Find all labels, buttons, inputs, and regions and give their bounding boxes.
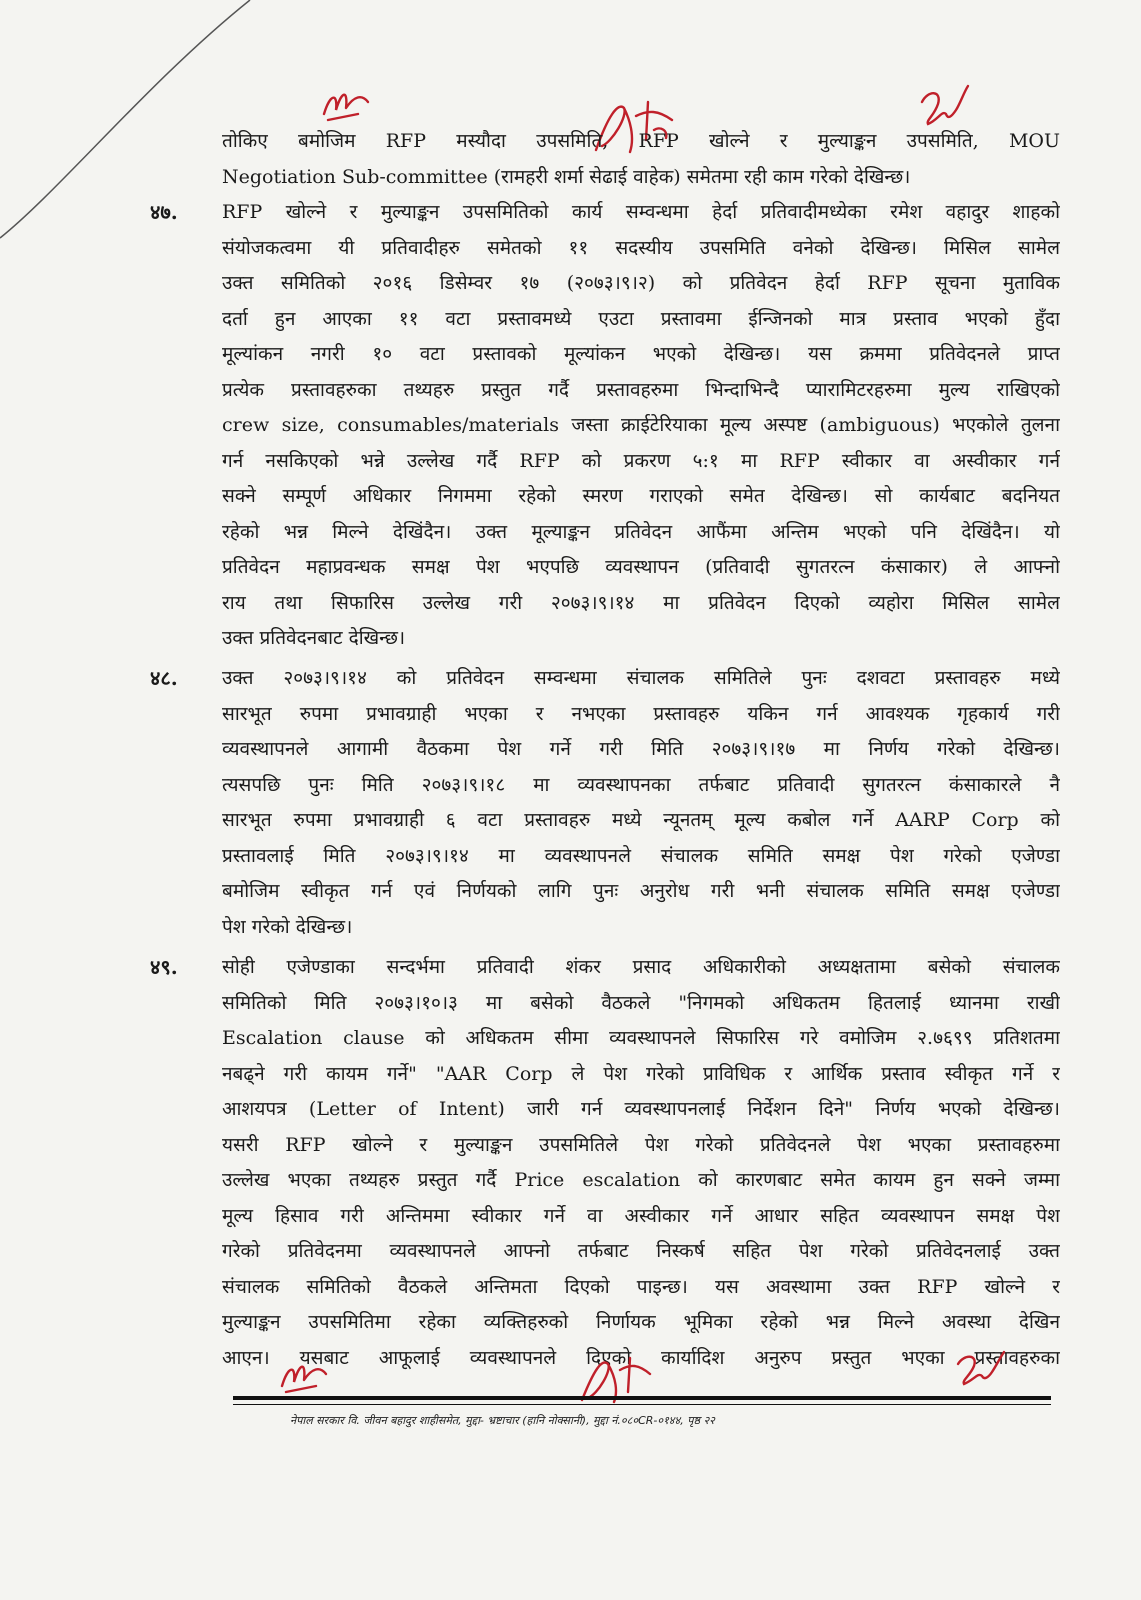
paragraph-line: संयोजकत्वमा यी प्रतिवादीहरु समेतको ११ सदस्यीय उपसमिति वनेको देखिन्छ। मिसिल सामेल (222, 236, 1060, 259)
paragraph-line: सोही एजेण्डाका सन्दर्भमा प्रतिवादी शंकर प्रसाद अधिकारीको अध्यक्षतामा बसेको संचालक (222, 956, 1060, 978)
paragraph-line: मूल्य हिसाव गरी अन्तिममा स्वीकार गर्ने वा अस्वीकार गर्ने आधार सहित व्यवस्थापन समक्ष पेश (222, 1204, 1060, 1227)
paragraph-line: उक्त प्रतिवेदनबाट देखिन्छ। (222, 627, 406, 649)
paragraph-line: प्रतिवेदन महाप्रवन्धक समक्ष पेश भएपछि व्यवस्थापन (प्रतिवादी सुगतरत्न कंसाकार) ले आफ्नो (222, 556, 1060, 578)
paragraph-line: आशयपत्र (Letter of Intent) जारी गर्न व्यवस्थापनलाई निर्देशन दिने" निर्णय भएको देखिन्छ। (222, 1098, 1060, 1120)
paragraph-line: पेश गरेको देखिन्छ। (222, 915, 353, 938)
paragraph-line: उक्त २०७३।९।१४ को प्रतिवेदन सम्वन्धमा संचालक समितिले पुनः दशवटा प्रस्तावहरु मध्ये (222, 667, 1060, 689)
paragraph-line: सारभूत रुपमा प्रभावग्राही भएका र नभएका प्रस्तावहरु यकिन गर्न आवश्यक गृहकार्य गरी (222, 702, 1060, 725)
paragraph-line: नबढ्ने गरी कायम गर्ने" "AAR Corp ले पेश गरेको प्राविधिक र आर्थिक प्रस्ताव स्वीकृत गर्ने र (222, 1062, 1060, 1085)
paragraph-line: crew size, consumables/materials जस्ता क्राईटेरियाका मूल्य अस्पष्ट (ambiguous) भएकोले तुलना (222, 414, 1060, 436)
paragraph-line: गरेको प्रतिवेदनमा व्यवस्थापनले आफ्नो तर्फबाट निस्कर्ष सहित पेश गरेको प्रतिवेदनलाई उक्त (222, 1240, 1060, 1262)
intro-paragraph (222, 124, 1060, 195)
paragraph-line: गर्न नसकिएको भन्ने उल्लेख गर्दै RFP को प्रकरण ५:१ मा RFP स्वीकार वा अस्वीकार गर्न (222, 449, 1060, 472)
paragraph-line: दर्ता हुन आएका ११ वटा प्रस्तावमध्ये एउटा प्रस्तावमा ईन्जिनको मात्र प्रस्ताव भएको हुँदा (222, 307, 1060, 330)
paragraph-48 (222, 661, 1060, 945)
paragraph-line: प्रत्येक प्रस्तावहरुका तथ्यहरु प्रस्तुत गर्दै प्रस्तावहरुमा भिन्दाभिन्दै प्यारामिटरहरुमा मुल्य राखिएको (222, 378, 1060, 401)
paragraph-line: मूल्यांकन नगरी १० वटा प्रस्तावको मूल्यांकन भएको देखिन्छ। यस क्रममा प्रतिवेदनले प्राप्त (222, 343, 1060, 365)
paragraph-47 (222, 195, 1060, 657)
footer-rule-thick (233, 1396, 1051, 1400)
paragraph-line: मुल्याङ्कन उपसमितिमा रहेका व्यक्तिहरुको निर्णायक भूमिका रहेको भन्न मिल्ने अवस्था देखिन (222, 1311, 1060, 1333)
paragraph-line: संचालक समितिको वैठकले अन्तिमता दिएको पाइन्छ। यस अवस्थामा उक्त RFP खोल्ने र (222, 1275, 1060, 1298)
paragraph-line: त्यसपछि पुनः मिति २०७३।९।१८ मा व्यवस्थापनका तर्फबाट प्रतिवादी सुगतरत्न कंसाकारले नै (222, 773, 1060, 796)
paragraph-line: RFP खोल्ने र मुल्याङ्कन उपसमितिको कार्य सम्वन्धमा हेर्दा प्रतिवादीमध्येका रमेश वहादुर शाहको (222, 201, 1060, 223)
paragraph-line: उल्लेख भएका तथ्यहरु प्रस्तुत गर्दै Price escalation को कारणबाट समेत कायम हुन सक्ने जम्मा (222, 1169, 1060, 1191)
paragraph-49 (222, 950, 1060, 1376)
paragraph-number: ४८. (150, 666, 178, 690)
paragraph-line: यसरी RFP खोल्ने र मुल्याङ्कन उपसमितिले पेश गरेको प्रतिवेदनले पेश भएका प्रस्तावहरुमा (222, 1133, 1060, 1156)
paragraph-line: व्यवस्थापनले आगामी वैठकमा पेश गर्ने गरी मिति २०७३।९।१७ मा निर्णय गरेको देखिन्छ। (222, 738, 1060, 760)
paragraph-line: बमोजिम स्वीकृत गर्न एवं निर्णयको लागि पुनः अनुरोध गरी भनी संचालक समिति समक्ष एजेण्डा (222, 880, 1060, 902)
footer-rule-thin (233, 1404, 1051, 1405)
paragraph-line: सारभूत रुपमा प्रभावग्राही ६ वटा प्रस्तावहरु मध्ये न्यूनतम् मूल्य कबोल गर्ने AARP Corp को (222, 809, 1060, 831)
paragraph-line: समितिको मिति २०७३।१०।३ मा बसेको वैठकले "निगमको अधिकतम हितलाई ध्यानमा राखी (222, 991, 1060, 1014)
page-fold-line (0, 0, 260, 240)
footer-citation: नेपाल सरकार वि. जीवन बहादुर शाहीसमेत, मुद्दा- भ्रष्टाचार (हानि नोक्सानी), मुद्दा नं.०८०CR-०१४४, पृष्ठ २२ (290, 1414, 715, 1427)
signature-initial-top-left (318, 84, 378, 126)
intro-line: तोकिए बमोजिम RFP मस्यौदा उपसमिति, RFP खोल्ने र मुल्याङ्कन उपसमिति, MOU (222, 130, 1060, 152)
paragraph-line: रहेको भन्न मिल्ने देखिंदैन। उक्त मूल्याङ्कन प्रतिवेदन आफैंमा अन्तिम भएको पनि देखिंदैन। यो (222, 520, 1060, 543)
paragraph-line: सक्ने सम्पूर्ण अधिकार निगममा रहेको स्मरण गराएको समेत देखिन्छ। सो कार्यबाट बदनियत (222, 485, 1060, 507)
paragraph-line: प्रस्तावलाई मिति २०७३।९।१४ मा व्यवस्थापनले संचालक समिति समक्ष पेश गरेको एजेण्डा (222, 844, 1060, 867)
intro-line: Negotiation Sub-committee (रामहरी शर्मा सेढाई वाहेक) समेतमा रही काम गरेको देखिन्छ। (222, 165, 911, 188)
paragraph-number: ४९. (150, 955, 178, 979)
paragraph-line: उक्त समितिको २०१६ डिसेम्वर १७ (२०७३।९।२) को प्रतिवेदन हेर्दा RFP सूचना मुताविक (222, 272, 1060, 294)
paragraph-line: Escalation clause को अधिकतम सीमा व्यवस्थापनले सिफारिस गरे वमोजिम २.७६९९ प्रतिशतमा (222, 1027, 1060, 1049)
paragraph-line: राय तथा सिफारिस उल्लेख गरी २०७३।९।१४ मा प्रतिवेदन दिएको व्यहोरा मिसिल सामेल (222, 591, 1060, 614)
paragraph-line: आएन। यसबाट आफूलाई व्यवस्थापनले दिएको कार्यादिश अनुरुप प्रस्तुत भएका प्रस्तावहरुका (222, 1346, 1060, 1369)
paragraph-number: ४७. (150, 200, 178, 224)
